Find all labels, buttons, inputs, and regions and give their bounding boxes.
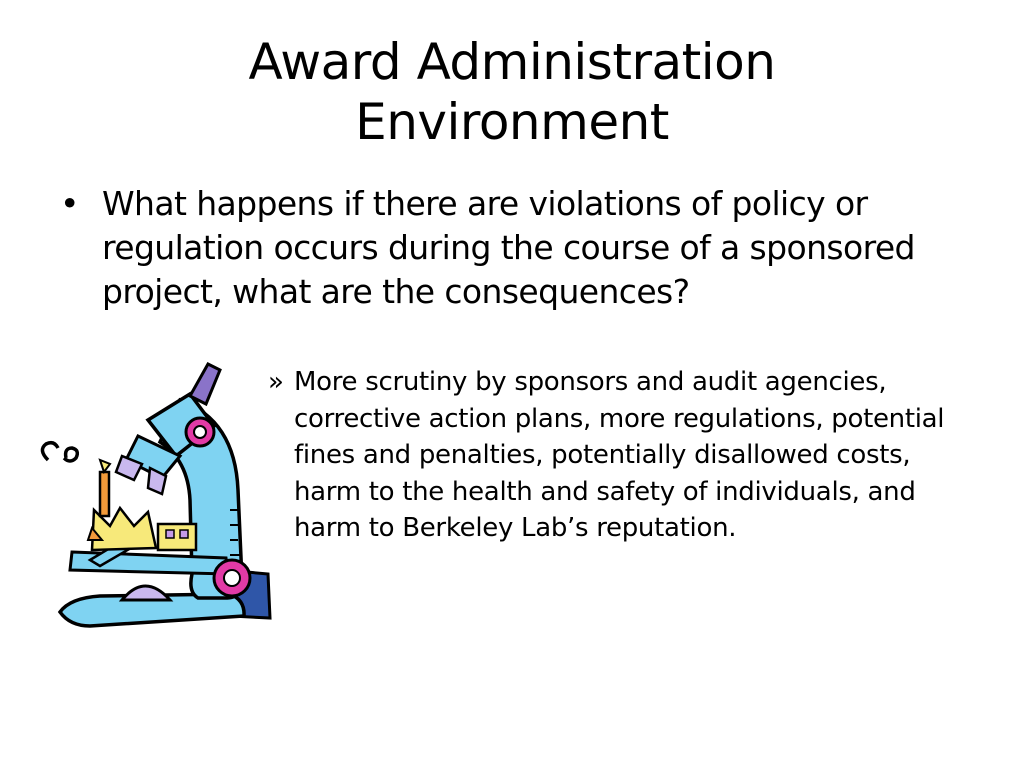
bullet-marker: •	[60, 184, 79, 223]
sub-bullet-marker: »	[268, 367, 284, 397]
sub-bullet-text: More scrutiny by sponsors and audit agencies, corrective action plans, more regulations, potential fines and penalties, potentially disallowed costs, harm to the health and safety of individuals, and harm to Berkeley Lab’s reputation.	[294, 367, 945, 543]
bullet-level-2	[268, 364, 968, 547]
microscope-icon	[30, 360, 275, 630]
title-line-2: Environment	[355, 93, 669, 151]
bullet-level-1	[60, 182, 990, 314]
bullet-text: What happens if there are violations of policy or regulation occurs during the course of a sponsored project, what are the consequences?	[102, 184, 915, 311]
title-line-1: Award Administration	[248, 33, 776, 91]
slide-title	[0, 32, 1024, 152]
